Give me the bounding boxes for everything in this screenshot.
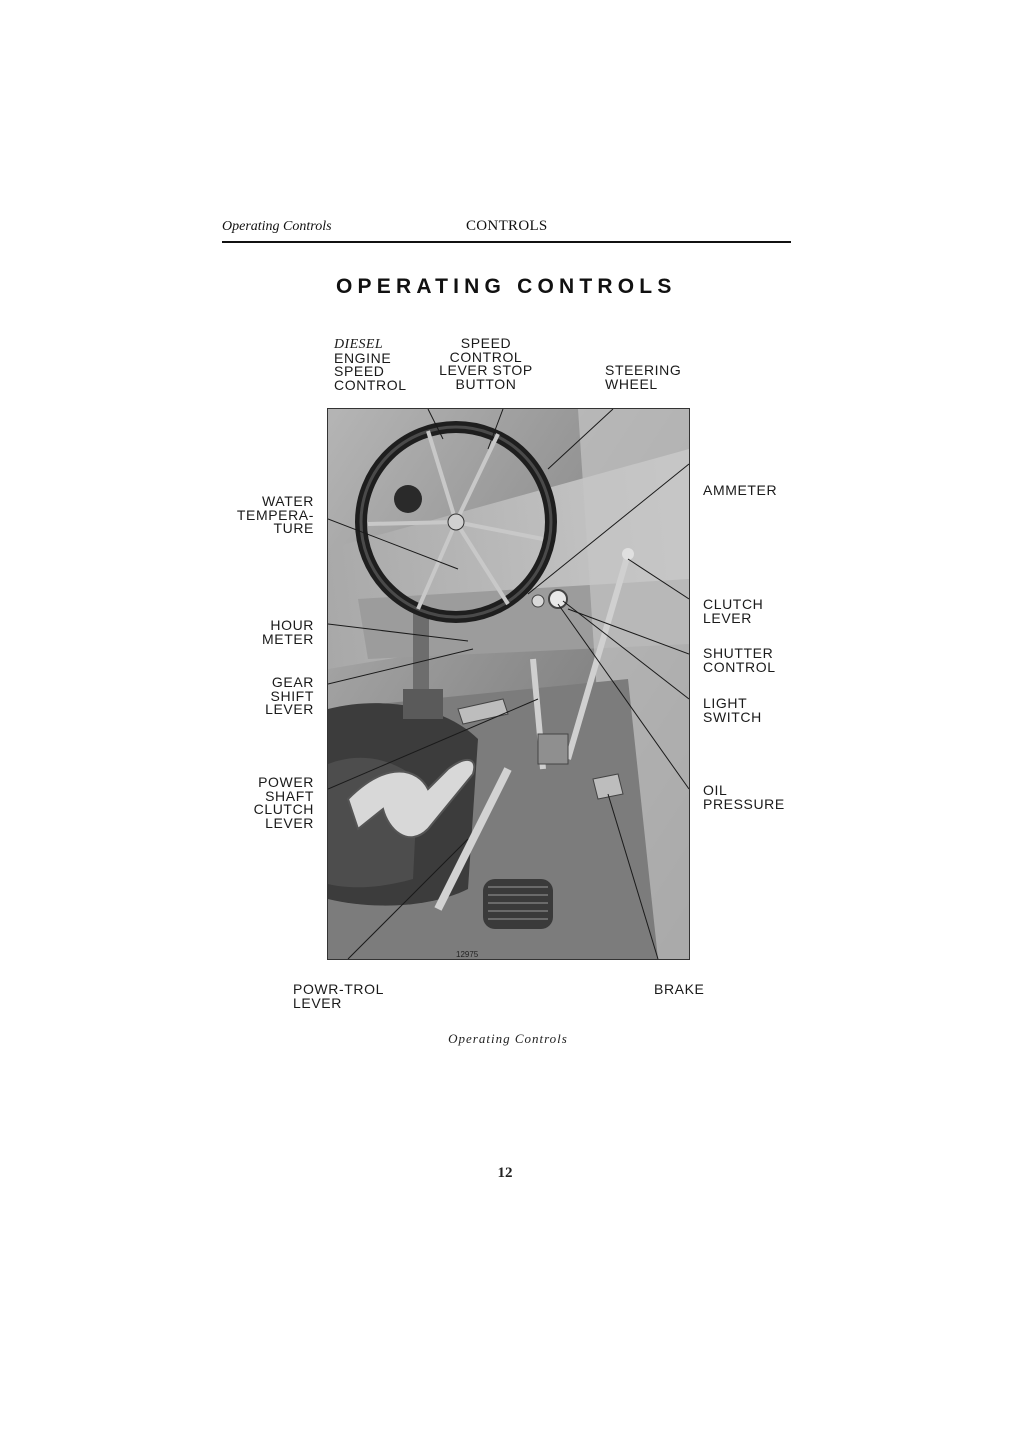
label-steering-wheel: STEERING WHEEL xyxy=(605,362,682,392)
label-diesel-word: DIESEL xyxy=(334,337,384,352)
tractor-controls-photo xyxy=(327,408,690,960)
label-clutch-lever: CLUTCH LEVER xyxy=(703,596,764,626)
header-rule xyxy=(222,241,791,243)
page-number: 12 xyxy=(497,1165,513,1181)
label-gear-shift-lever: GEAR SHIFT LEVER xyxy=(265,674,314,718)
running-header-chapter: CONTROLS xyxy=(466,218,548,234)
label-diesel-rest: ENGINE SPEED CONTROL xyxy=(334,349,407,393)
page-title: OPERATING CONTROLS xyxy=(336,275,677,298)
label-water-temperature: WATER TEMPERA- TURE xyxy=(236,493,314,537)
figure-caption: Operating Controls xyxy=(448,1031,568,1046)
running-header-section: Operating Controls xyxy=(222,219,332,234)
label-brake: BRAKE xyxy=(654,981,705,997)
photo-plate-number: 12975 xyxy=(456,950,479,959)
label-speed-control-lever-stop-button: SPEED CONTROL LEVER STOP BUTTON xyxy=(439,335,533,392)
label-ammeter: AMMETER xyxy=(703,482,778,498)
label-shutter-control: SHUTTER CONTROL xyxy=(703,645,776,675)
label-powr-trol-lever: POWR-TROL LEVER xyxy=(293,981,384,1011)
photo-illustration xyxy=(328,409,689,959)
label-diesel-engine-speed-control xyxy=(334,337,407,392)
label-oil-pressure: OIL PRESSURE xyxy=(703,782,785,812)
label-power-shaft-clutch-lever: POWER SHAFT CLUTCH LEVER xyxy=(253,774,314,831)
label-hour-meter: HOUR METER xyxy=(262,617,314,647)
label-light-switch: LIGHT SWITCH xyxy=(703,695,762,725)
